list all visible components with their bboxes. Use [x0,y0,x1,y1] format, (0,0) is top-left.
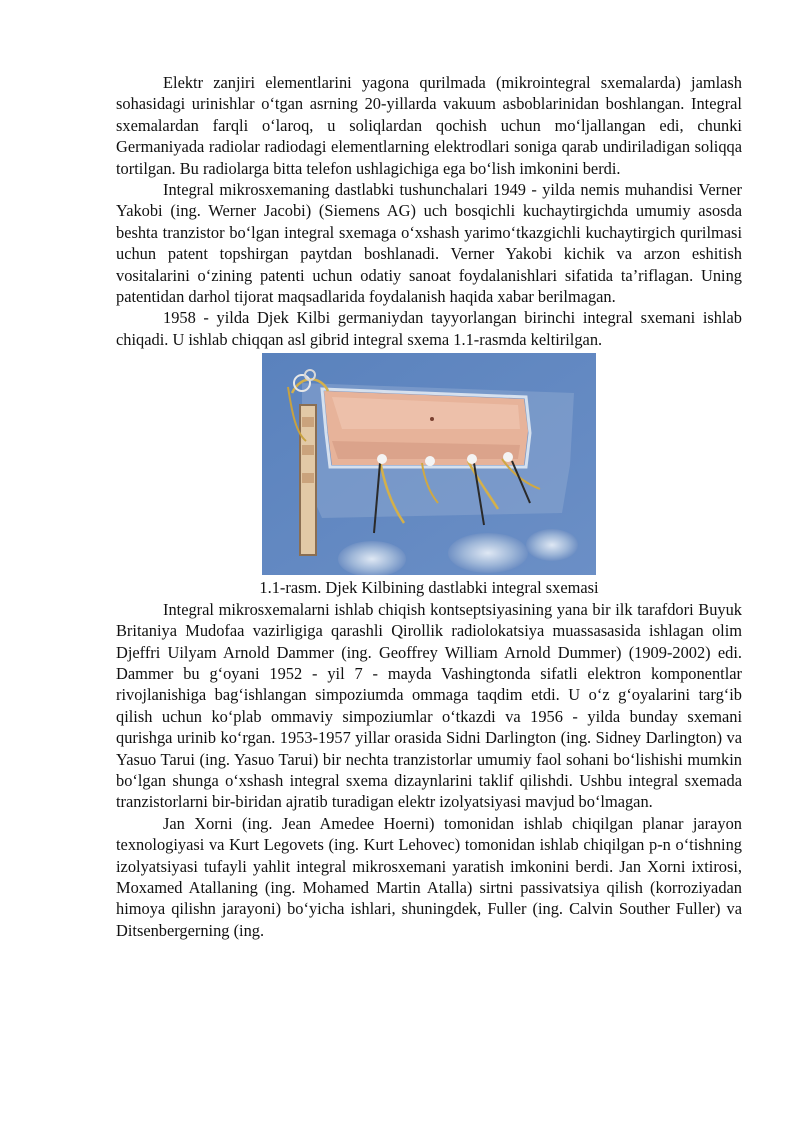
paragraph-5: Jan Xorni (ing. Jean Amedee Hoerni) tomonidan ishlab chiqilgan planar jarayon texnologiyasi va Kurt Legovets (ing. Kurt Lehovec) tomonidan ishlab chiqilgan p-n o‘tishning izolyatsiyasi tufayli yahlit integral mikrosxemani yaratish imkonini berdi. Jan Xorni ixtirosi, Moxamed Atallaning (ing. Mohamed Martin Atalla) sirtni passivatsiya qilish (korroziyadan himoya qilishn jarayoni) bo‘yicha ishlari, shuningdek, Fuller (ing. Calvin Souther Fuller) va Ditsenbergerning (ing. [116,813,742,940]
paragraph-4: Integral mikrosxemalarni ishlab chiqish kontseptsiyasining yana bir ilk tarafdori Buyuk Britaniya Mudofaa vazirligiga qarashli Qirollik radiolokatsiya muassasasida ishlagan olim Djeffri Uilyam Arnold Dammer (ing. Geoffrey William Arnold Dummer) (1909-2002) edi. Dammer bu g‘oyani 1952 - yil 7 - mayda Vashingtonda sifatli elektron komponentlar rivojlanishiga bag‘ishlangan simpoziumda ommaga taqdim etdi. U o‘z g‘oyalarini targ‘ib qilish uchun ko‘plab ommaviy simpoziumlar o‘tkazdi va 1956 - yilda bunday sxemani qurishga urinib ko‘rgan. 1953-1957 yillar orasida Sidni Darlington (ing. Sidney Darlington) va Yasuo Tarui (ing. Yasuo Tarui) bir nechta tranzistorlar umumiy faol sohani bo‘lishishi mumkin bo‘lgan shunga o‘xshash integral sxema dizaynlarini taklif qilishdi. Ushbu integral sxemada tranzistorlarni bir-biridan ajratib turadigan elektr izolyatsiyasi mavjud bo‘lmagan. [116,599,742,812]
figure-caption: 1.1-rasm. Djek Kilbining dastlabki integral sxemasi [259,578,599,598]
figure-1-1 [116,353,742,598]
paragraph-1: Elektr zanjiri elementlarini yagona qurilmada (mikrointegral sxemalarda) jamlash sohasidagi urinishlar o‘tgan asrning 20-yillarda vakuum asboblarinidan boshlangan. Integral sxemalardan farqli o‘laroq, u soliqlardan qochish uchun mo‘ljallangan edi, chunki Germaniyada radiolar radiodagi elementlarning elektrodlari soniga qarab undiriladigan soliqqa tortilgan. Bu radiolarga bitta telefon ushlagichiga ega bo‘lish imkonini berdi. [116,73,742,178]
paragraph-3: 1958 - yilda Djek Kilbi germaniydan tayyorlangan birinchi integral sxemani ishlab chiqadi. U ishlab chiqqan asl gibrid integral sxema 1.1-rasmda keltirilgan. [116,308,742,349]
paragraph-2: Integral mikrosxemaning dastlabki tushunchalari 1949 - yilda nemis muhandisi Verner Yakobi (ing. Werner Jacobi) (Siemens AG) uch bosqichli kuchaytirgichda umumiy asosda beshta tranzistor bo‘lgan integral sxemaga o‘xshash yarimo‘tkazgichli kuchaytirgich qurilmasi uchun patent topshirgan paytdan boshlanadi. Verner Yakobi kichik va arzon eshitish vositalarini o‘zining patenti uchun odatiy sanoat foydalanishlari sifatida ta’riflagan. Uning patentidan darhol tijorat maqsadlarida foydalanish haqida xabar berilmagan. [116,180,742,307]
document-page [116,72,742,941]
kilby-ic-photo [262,353,596,575]
